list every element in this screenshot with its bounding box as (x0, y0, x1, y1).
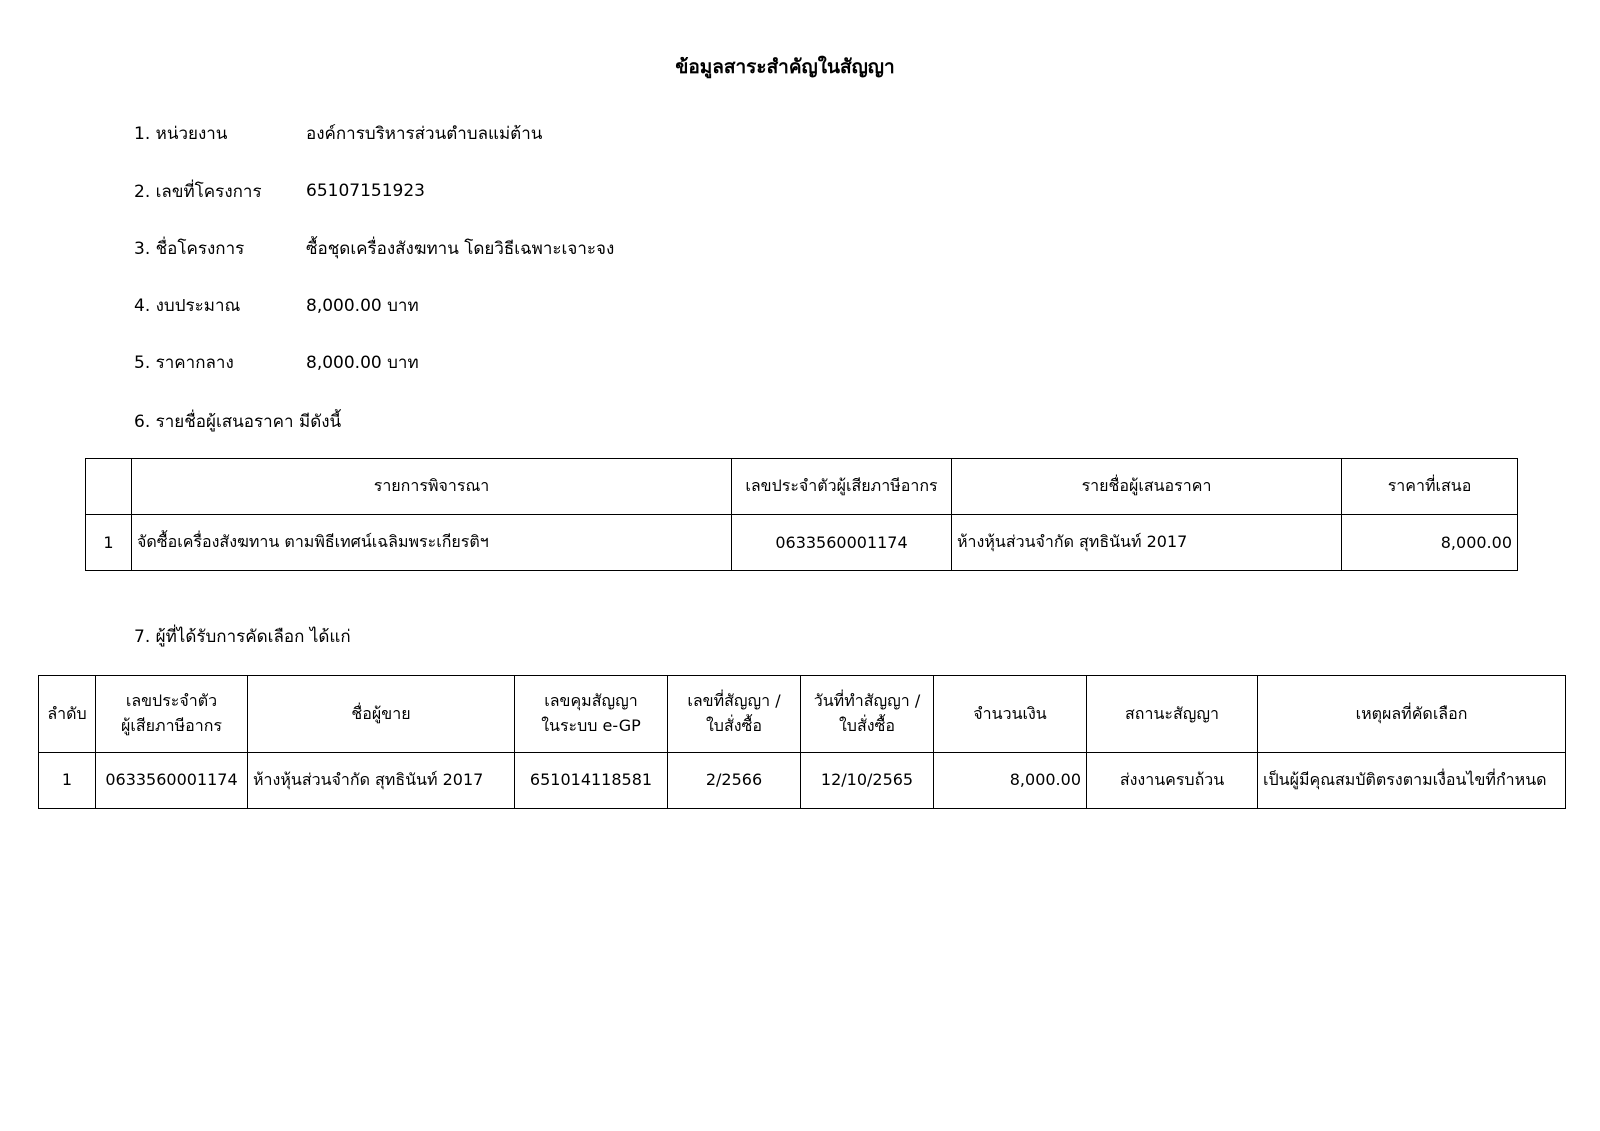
column-header-tax-id (96, 676, 248, 753)
header-line: ชื่อผู้ขาย (351, 703, 411, 723)
info-label: 1. หน่วยงาน (134, 123, 228, 144)
column-header-contract-number (668, 676, 801, 753)
header-line: จำนวนเงิน (973, 703, 1047, 723)
info-row-project-name (134, 233, 614, 263)
column-header-item: รายการพิจารณา (132, 459, 732, 515)
cell-contract-status: ส่งงานครบถ้วน (1087, 753, 1258, 809)
column-header-selection-reason (1258, 676, 1566, 753)
table-header-row (86, 459, 1518, 515)
info-row-agency (134, 118, 542, 148)
info-label: 3. ชื่อโครงการ (134, 238, 245, 259)
table-row (86, 515, 1518, 571)
header-line: ใบสั่งซื้อ (838, 716, 895, 735)
info-value: องค์การบริหารส่วนตำบลแม่ต้าน (306, 123, 543, 144)
cell-item: จัดซื้อเครื่องสังฆทาน ตามพิธีเทศน์เฉลิมพระเกียรติฯ (132, 515, 732, 571)
column-header-offered-price: ราคาที่เสนอ (1342, 459, 1518, 515)
info-value: ซื้อชุดเครื่องสังฆทาน โดยวิธีเฉพาะเจาะจง (306, 238, 615, 259)
column-header-egp-control-number (515, 676, 668, 753)
cell-contract-date: 12/10/2565 (801, 753, 934, 809)
info-value: 8,000.00 บาท (306, 295, 419, 316)
column-header-seller-name (248, 676, 515, 753)
info-value: 8,000.00 บาท (306, 352, 419, 373)
column-header-tax-id: เลขประจำตัวผู้เสียภาษีอากร (732, 459, 952, 515)
header-line: ในระบบ e-GP (541, 716, 641, 735)
info-label: 5. ราคากลาง (134, 352, 234, 373)
info-label: 2. เลขที่โครงการ (134, 181, 262, 202)
cell-order: 1 (39, 753, 96, 809)
header-line: วันที่ทำสัญญา / (813, 691, 921, 711)
column-header-index (86, 459, 132, 515)
cell-offered-price: 8,000.00 (1342, 515, 1518, 571)
cell-seller-name: ห้างหุ้นส่วนจำกัด สุทธินันท์ 2017 (248, 753, 515, 809)
header-line: เลขที่สัญญา / (687, 691, 781, 711)
cell-egp-control-number: 651014118581 (515, 753, 668, 809)
bidders-heading: 6. รายชื่อผู้เสนอราคา มีดังนี้ (134, 412, 342, 432)
header-line: ลำดับ (47, 703, 87, 723)
cell-selection-reason: เป็นผู้มีคุณสมบัติตรงตามเงื่อนไขที่กำหนด (1258, 753, 1566, 809)
cell-amount: 8,000.00 (934, 753, 1087, 809)
column-header-order (39, 676, 96, 753)
column-header-bidder-name: รายชื่อผู้เสนอราคา (952, 459, 1342, 515)
column-header-amount (934, 676, 1087, 753)
winners-heading: 7. ผู้ที่ได้รับการคัดเลือก ได้แก่ (134, 627, 351, 647)
bidders-table (85, 458, 1518, 571)
info-row-budget (134, 290, 419, 320)
cell-contract-number: 2/2566 (668, 753, 801, 809)
header-line: เลขคุมสัญญา (544, 691, 638, 711)
info-label: 4. งบประมาณ (134, 295, 241, 316)
winners-table (38, 675, 1566, 809)
table-header-row (39, 676, 1566, 753)
header-line: ใบสั่งซื้อ (705, 716, 762, 735)
header-line: เลขประจำตัว (125, 691, 218, 711)
cell-tax-id: 0633560001174 (96, 753, 248, 809)
header-line: ผู้เสียภาษีอากร (121, 716, 222, 735)
column-header-contract-date (801, 676, 934, 753)
header-line: เหตุผลที่คัดเลือก (1355, 703, 1468, 723)
cell-tax-id: 0633560001174 (732, 515, 952, 571)
header-line: สถานะสัญญา (1125, 703, 1219, 723)
info-row-project-number (134, 176, 425, 206)
cell-index: 1 (86, 515, 132, 571)
table-row (39, 753, 1566, 809)
page-title: ข้อมูลสาระสำคัญในสัญญา (675, 56, 895, 78)
info-value: 65107151923 (306, 181, 425, 201)
info-row-median-price (134, 347, 419, 377)
cell-bidder-name: ห้างหุ้นส่วนจำกัด สุทธินันท์ 2017 (952, 515, 1342, 571)
column-header-contract-status (1087, 676, 1258, 753)
